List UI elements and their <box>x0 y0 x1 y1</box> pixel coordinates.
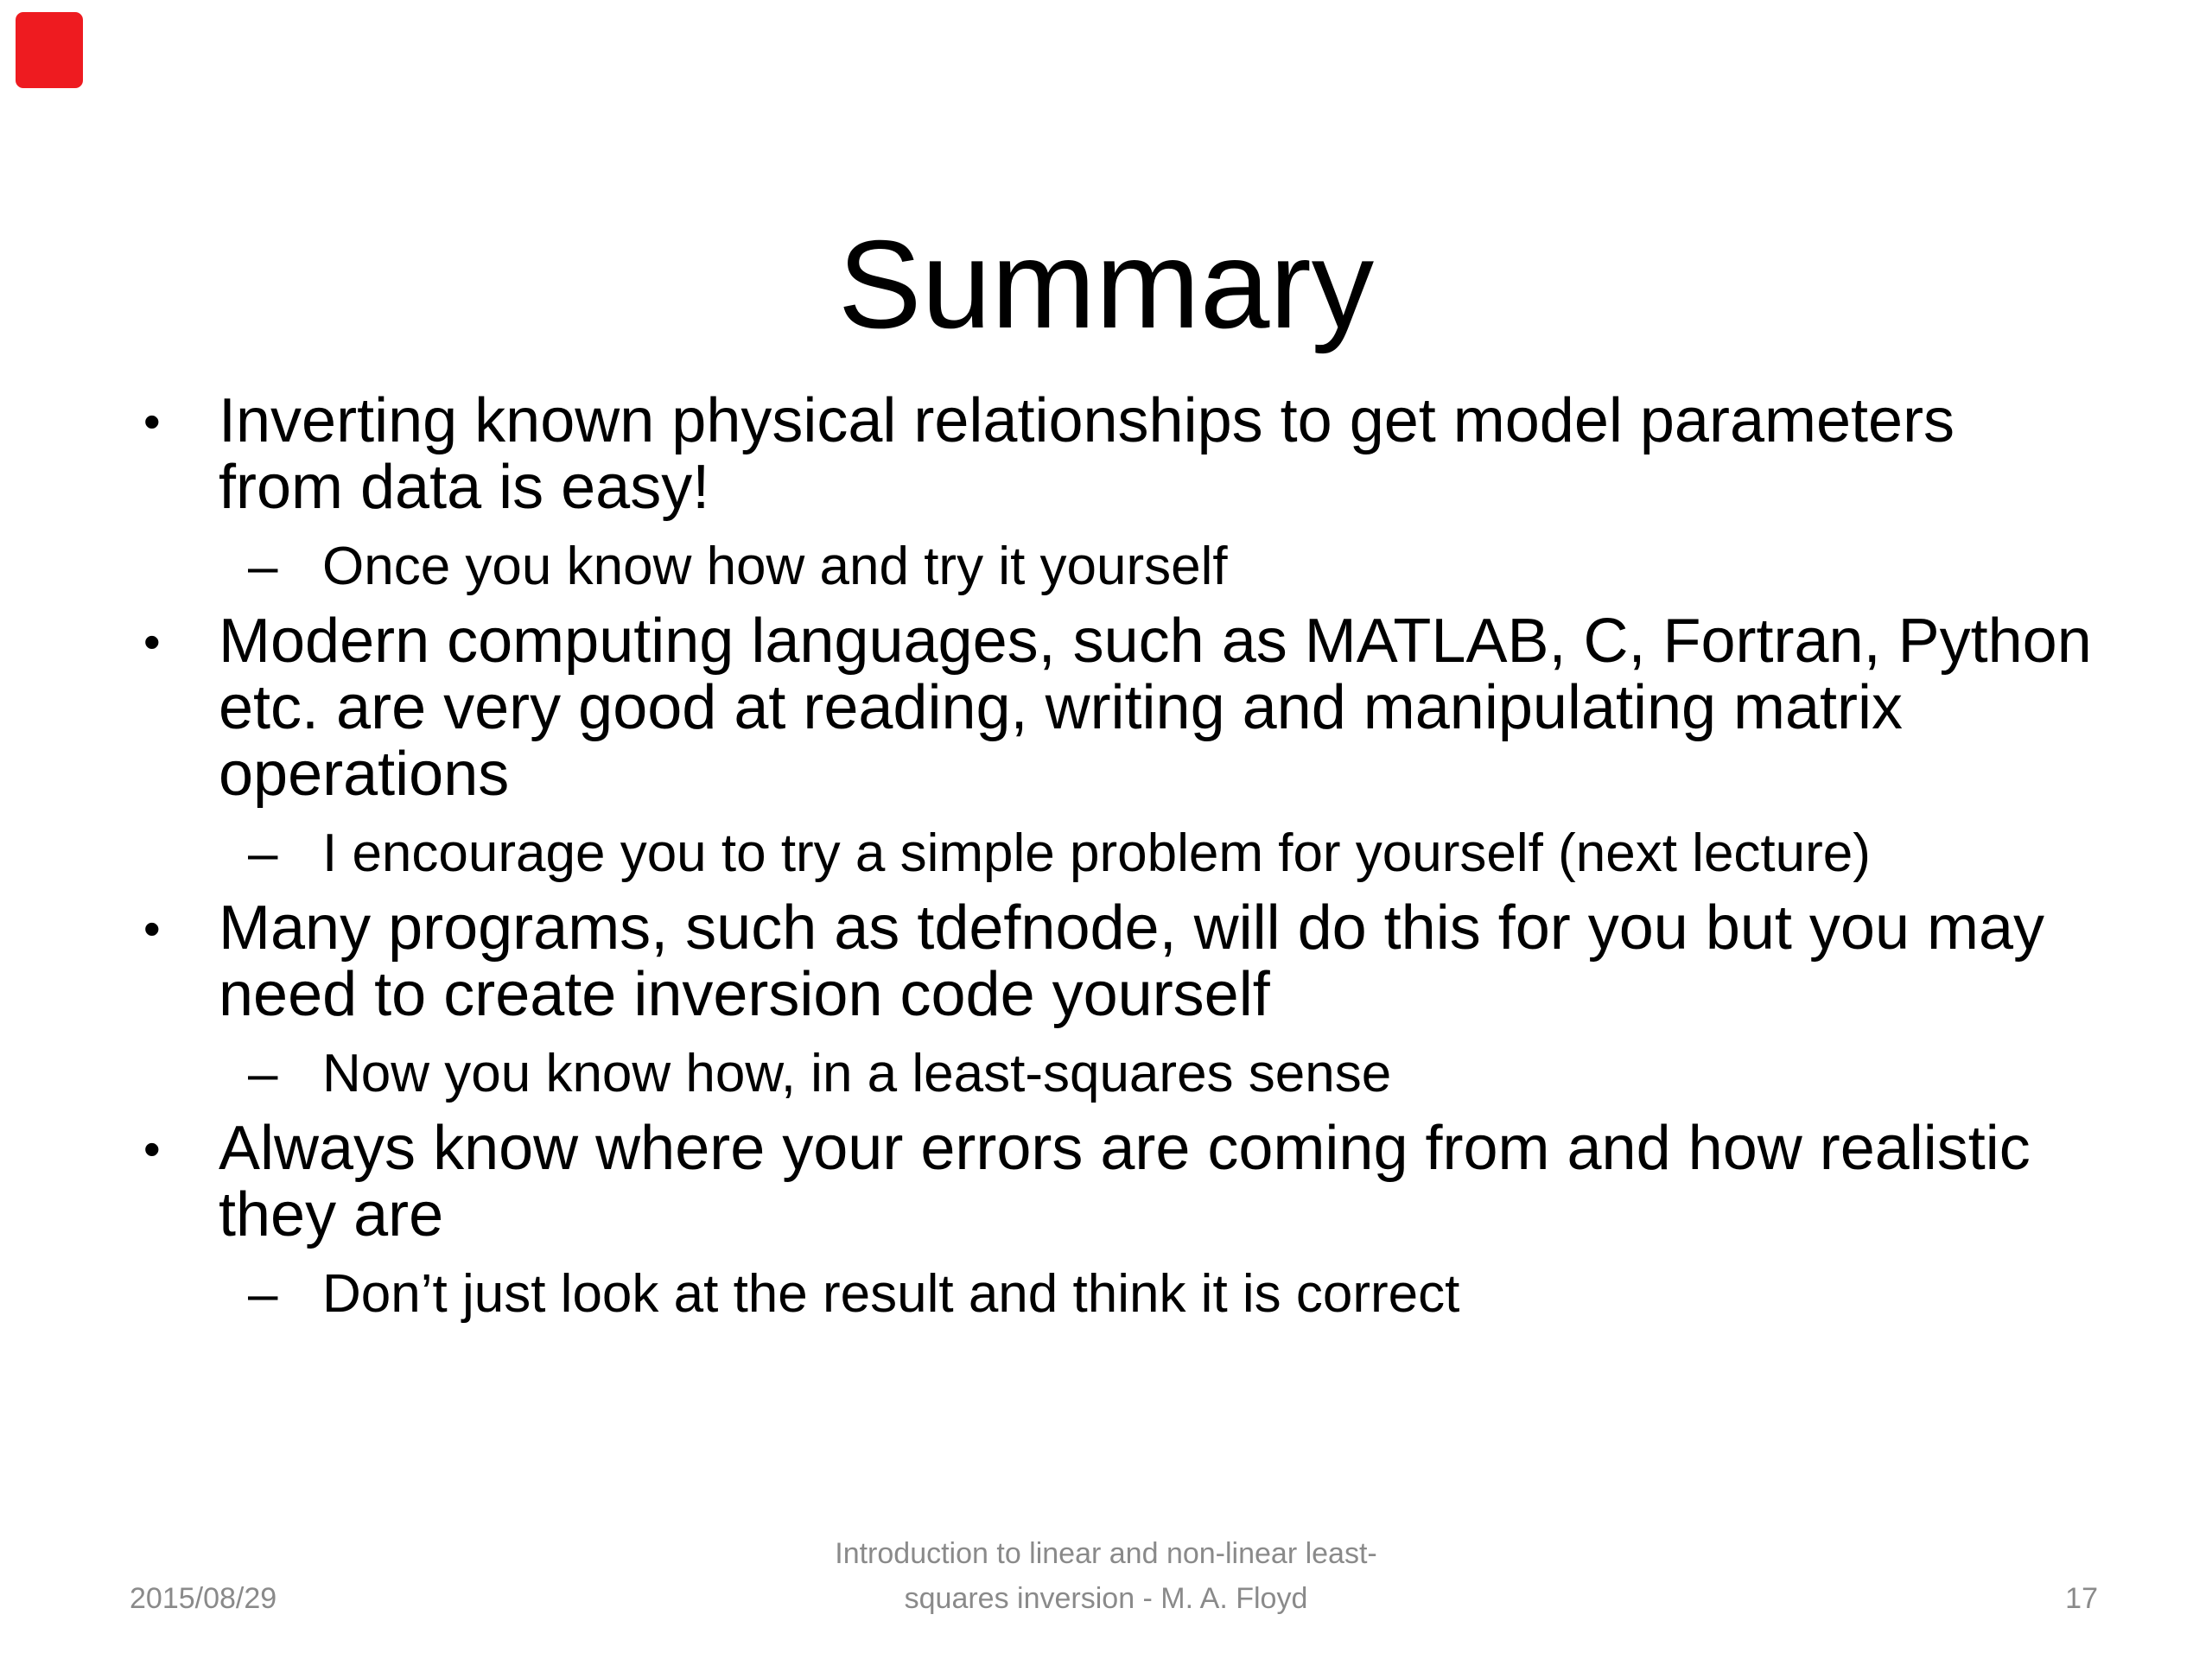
bullet-text: I encourage you to try a simple problem for yourself (next lecture) <box>322 823 1871 883</box>
bullet-text: Once you know how and try it yourself <box>322 537 1228 596</box>
bullet-line <box>0 741 2212 808</box>
bullet-text: Now you know how, in a least-squares sense <box>322 1044 1392 1103</box>
bullet-line <box>0 533 2212 600</box>
bullet-line <box>0 820 2212 887</box>
dash-marker: – <box>248 537 278 596</box>
bullet-text: Always know where your errors are coming from and how realistic <box>219 1114 2031 1183</box>
bullet-text: operations <box>219 740 510 809</box>
bullet-text: from data is easy! <box>219 453 710 522</box>
bullet-line <box>0 454 2212 521</box>
dash-marker: – <box>248 1044 278 1103</box>
bullet-line <box>0 608 2212 675</box>
bullet-marker: • <box>143 901 161 956</box>
bullet-line <box>0 1116 2212 1182</box>
slide-title: Summary <box>837 214 1375 355</box>
dash-marker: – <box>248 823 278 883</box>
sub-bullet-item <box>0 820 2212 887</box>
bullet-marker: • <box>143 394 161 448</box>
bullet-line <box>0 1261 2212 1327</box>
bullet-text: Inverting known physical relationships to get model parameters <box>219 386 1955 455</box>
footer-date: 2015/08/29 <box>130 1582 277 1615</box>
bullet-text: Many programs, such as tdefnode, will do this for you but you may <box>219 893 2045 963</box>
bullet-item <box>0 1116 2212 1249</box>
bullet-line <box>0 1040 2212 1107</box>
dash-marker: – <box>248 1264 278 1324</box>
footer-title-line-1: Introduction to linear and non-linear least- <box>835 1537 1377 1570</box>
bullet-marker: • <box>143 1122 161 1176</box>
page-number: 17 <box>2065 1582 2098 1615</box>
bullet-item <box>0 608 2212 808</box>
bullet-item <box>0 388 2212 521</box>
sub-bullet-item <box>0 1261 2212 1327</box>
footer-title <box>0 1531 2212 1621</box>
sub-bullet-item <box>0 533 2212 600</box>
bullet-text: etc. are very good at reading, writing and manipulating matrix <box>219 673 1904 742</box>
red-corner-mark <box>16 12 83 88</box>
footer-title-line-2: squares inversion - M. A. Floyd <box>904 1582 1308 1615</box>
bullet-text: they are <box>219 1180 444 1249</box>
bullet-marker: • <box>143 614 161 669</box>
bullet-line <box>0 962 2212 1028</box>
bullet-list <box>0 388 2212 1336</box>
bullet-text: Don’t just look at the result and think it is correct <box>322 1264 1460 1324</box>
bullet-line <box>0 895 2212 962</box>
bullet-text: Modern computing languages, such as MATLAB, C, Fortran, Python <box>219 607 2092 676</box>
bullet-text: need to create inversion code yourself <box>219 960 1270 1029</box>
bullet-item <box>0 895 2212 1028</box>
bullet-line <box>0 675 2212 741</box>
bullet-line <box>0 1182 2212 1249</box>
bullet-line <box>0 388 2212 454</box>
sub-bullet-item <box>0 1040 2212 1107</box>
